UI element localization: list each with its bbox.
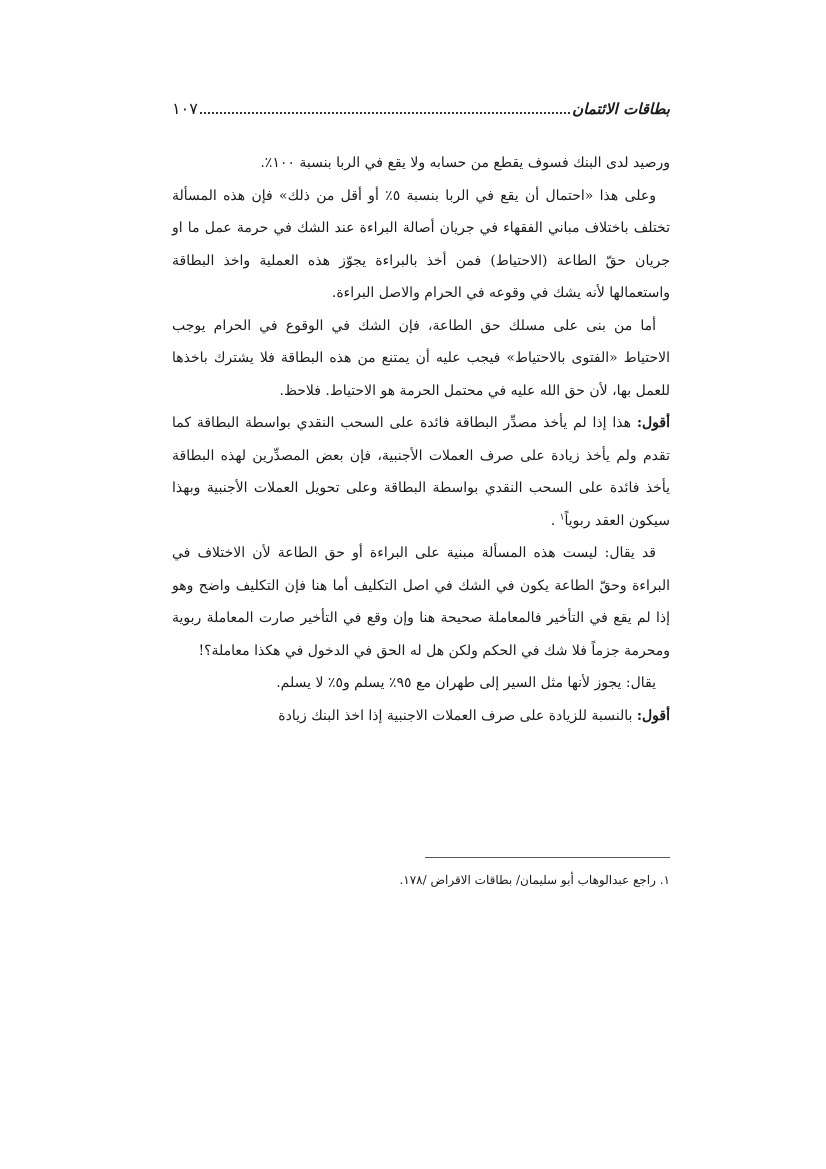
header-dot-leader — [200, 112, 570, 114]
paragraph-text: ورصيد لدى البنك فسوف يقطع من حسابه ولا يقع في الربا بنسبة ١٠٠٪. — [260, 155, 670, 171]
paragraph-text: قد يقال: ليست هذه المسألة مبنية على البراءة أو حق الطاعة لأن الاختلاف في البراءة وحقّ الطاعة يكون في الشك في اصل التكليف أما هنا فإن التكليف واضح وهو إذا لم يقع في التأخير فالمعاملة صحيحة هنا وإن وقع في التأخير صارت المعاملة ربوية ومحرمة جزماً فلا شك في الحكم ولكن هل له الحق في الدخول في هكذا معاملة؟! — [172, 545, 670, 659]
paragraph-lead: أقول: — [636, 707, 670, 724]
paragraph-text: هذا إذا لم يأخذ مصدِّر البطاقة فائدة على السحب النقدي بواسطة البطاقة كما تقدم ولم يأخذ زيادة على صرف العملات الأجنبية، فإن بعض المصدِّرين لهذه البطاقة يأخذ فائدة على السحب النقدي بواسطة البطاقة وعلى تحويل العملات الأجنبية وبهذا سيكون العقد ربوياً — [172, 415, 670, 529]
paragraph-text: وعلى هذا «احتمال أن يقع في الربا بنسبة ٥٪ أو أقل من ذلك» فإن هذه المسألة تختلف باختلاف مباني الفقهاء في جريان أصالة البراءة عند الشك في حرمة عمل ما او جريان حقّ الطاعة (الاحتياط) فمن أخذ بالبراءة يجوّز هذه العملية واخذ البطاقة واستعمالها لأنه يشك في وقوعه في الحرام والاصل البراءة. — [172, 187, 670, 301]
running-header — [172, 88, 670, 118]
paragraph-1 — [172, 147, 670, 180]
footnote-separator — [425, 857, 670, 858]
paragraph-text: يقال: يجوز لأنها مثل السير إلى طهران مع ٩٥٪ يسلم و٥٪ لا يسلم. — [276, 675, 656, 691]
paragraph-tail: . — [550, 512, 560, 529]
footnote-text: ١. راجع عبدالوهاب أبو سليمان/ بطاقات الاقراض /١٧٨. — [399, 873, 670, 887]
header-title: بطاقات الائتمان — [572, 100, 670, 118]
paragraph-4 — [172, 407, 670, 537]
paragraph-text: بالنسبة للزيادة على صرف العملات الاجنبية إذا اخذ البنك زيادة — [278, 707, 637, 724]
footnote — [172, 870, 670, 890]
body-text — [172, 147, 670, 732]
footnote-reference[interactable]: ١ — [559, 511, 565, 522]
paragraph-text: أما من بنى على مسلك حق الطاعة، فإن الشك في الوقوع في الحرام يوجب الاحتياط «الفتوى بالاحتياط» فيجب عليه أن يمتنع من هذه البطاقة فلا يشترك باخذها للعمل بها، لأن حق الله عليه في محتمل الحرمة هو الاحتياط. فلاحظ. — [172, 317, 670, 399]
paragraph-lead: أقول: — [636, 415, 670, 431]
page-number: ١٠٧ — [172, 99, 198, 118]
paragraph-5 — [172, 537, 670, 667]
paragraph-7 — [172, 700, 670, 733]
paragraph-6 — [172, 667, 670, 700]
paragraph-2 — [172, 180, 670, 310]
paragraph-3 — [172, 310, 670, 408]
